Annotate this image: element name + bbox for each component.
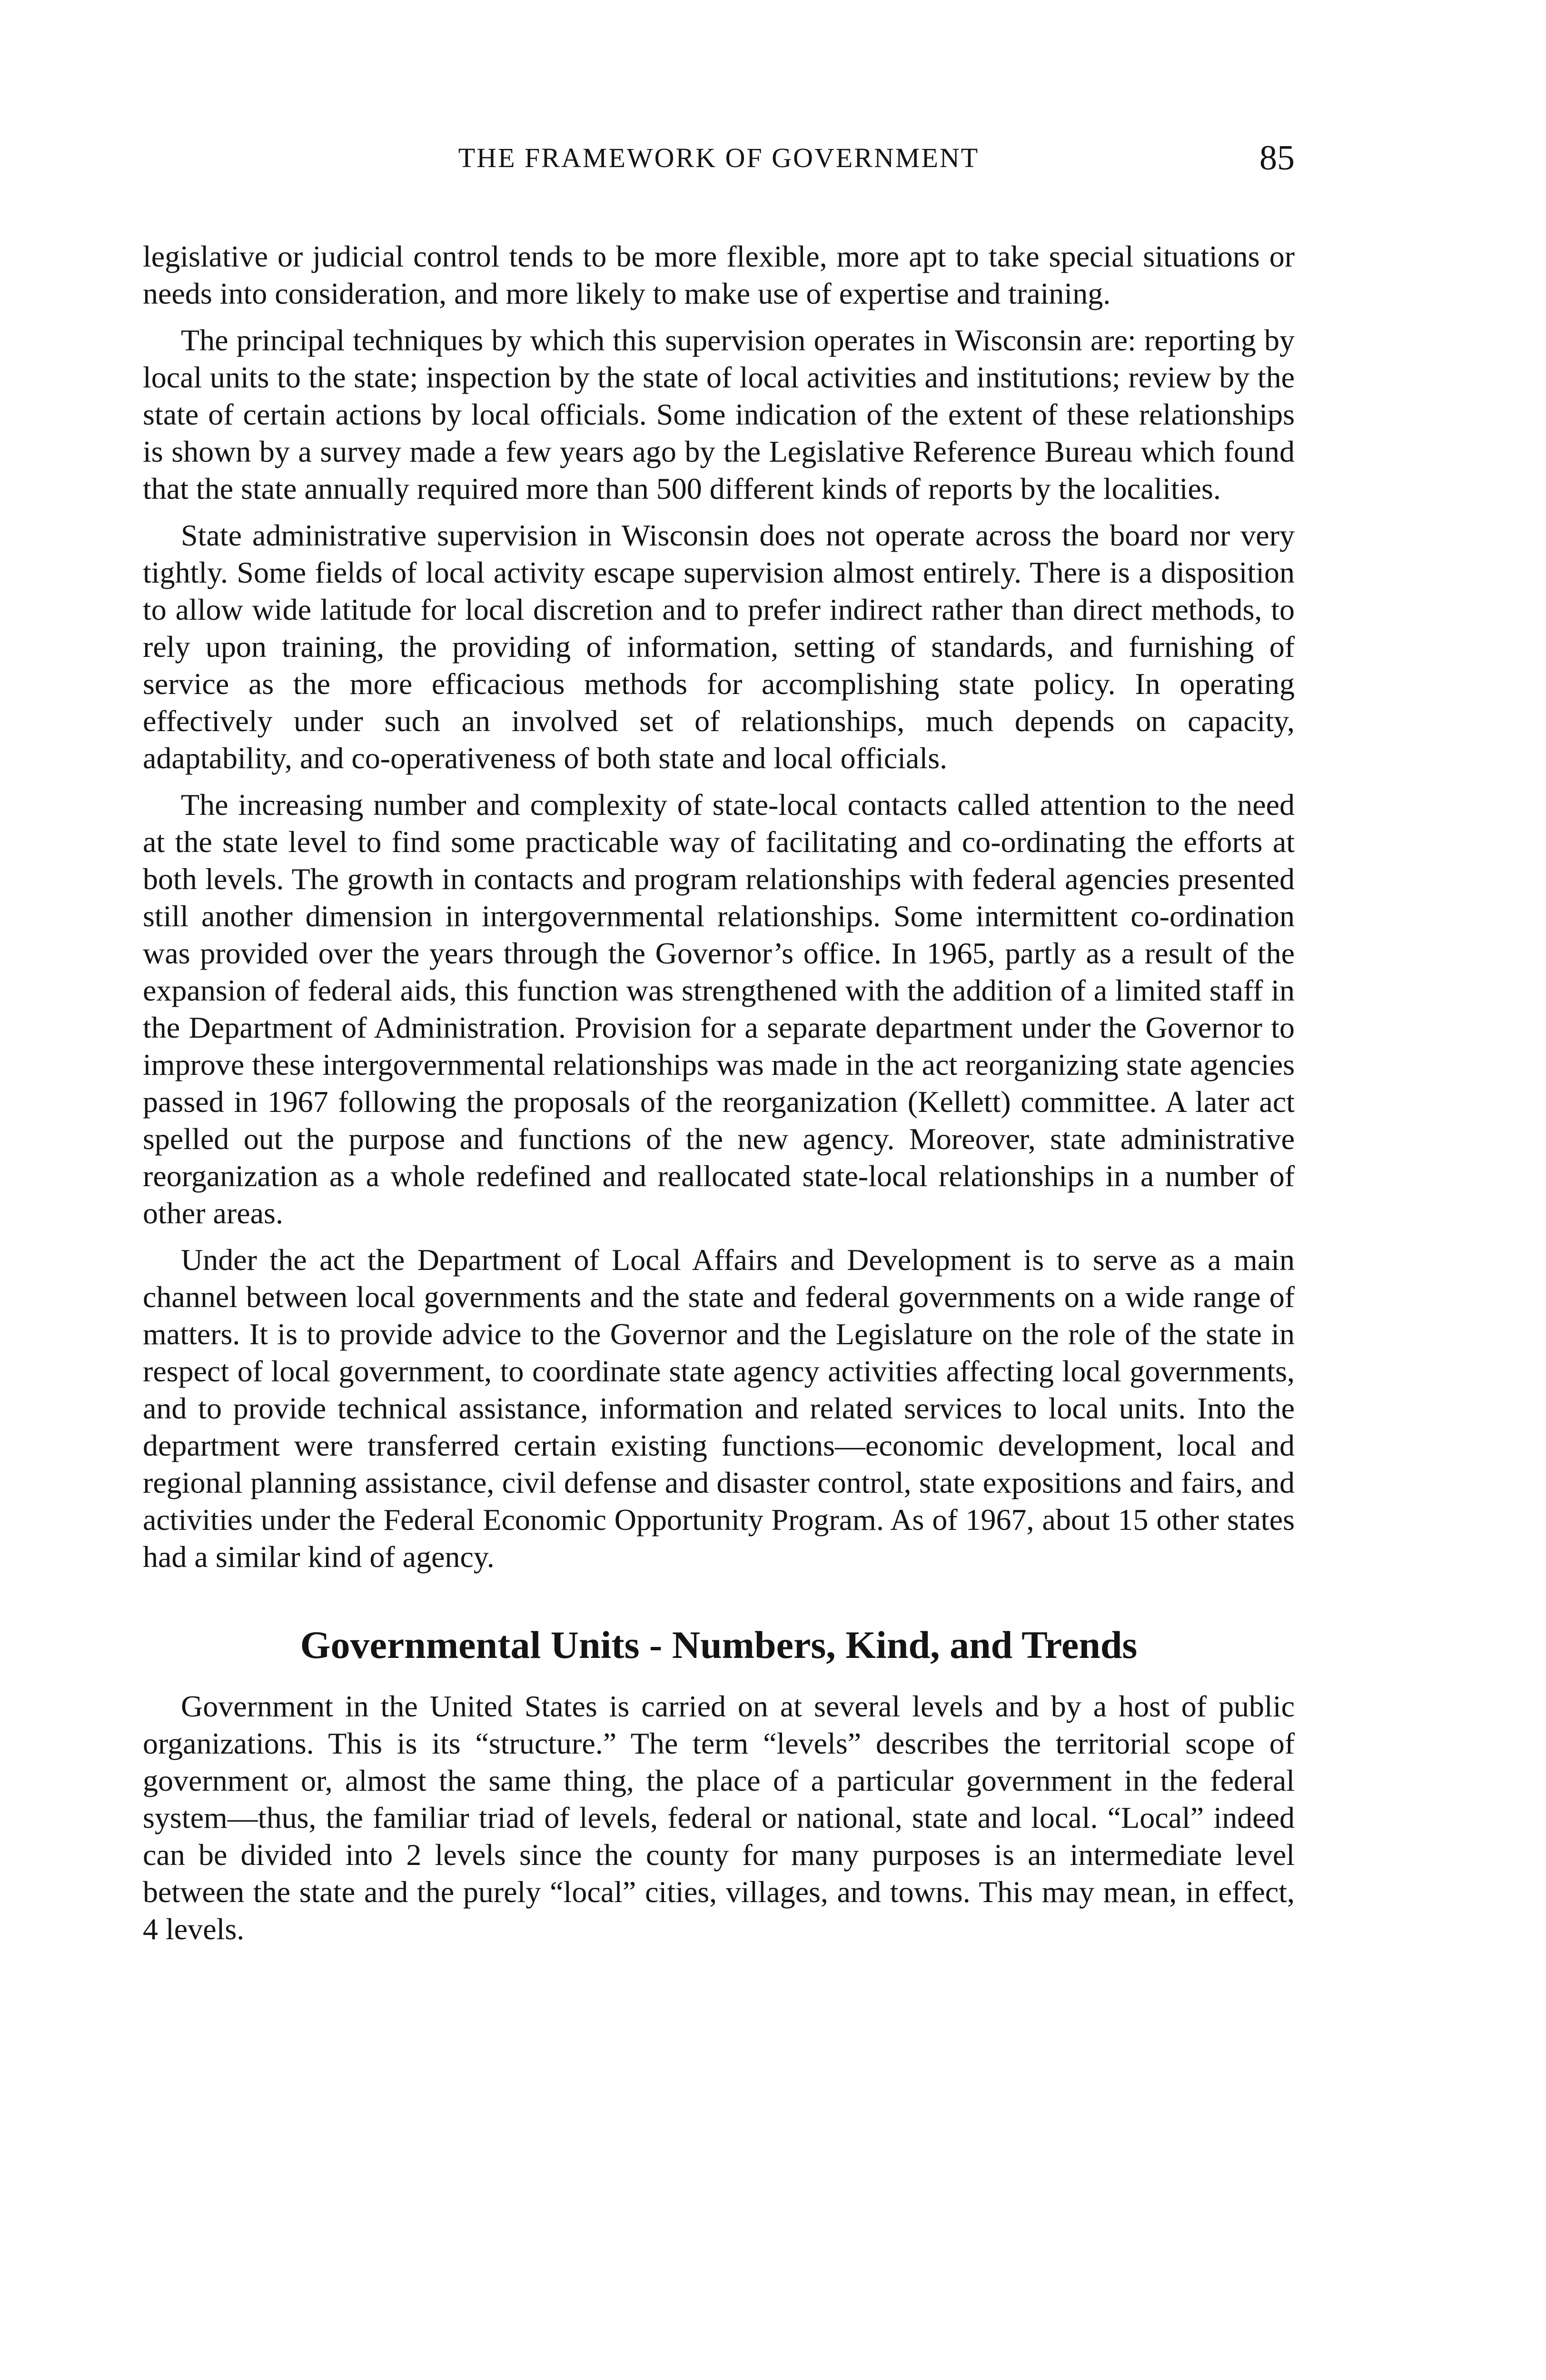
paragraph-state-local-contacts: The increasing number and complexity of state-local contacts called attention to the need at the state level to find some practicable way of facilitating and co-ordinating the efforts at both levels. The growth in contacts and program relationships with federal agencies presented still another dimension in intergovernmental relationships. Some intermittent co-ordination was provided over the years through the Governor’s office. In 1965, partly as a result of the expansion of federal aids, this function was strengthened with the addition of a limited staff in the Department of Administration. Provision for a separate department under the Governor to improve these intergovernmental relationships was made in the act reorganizing state agencies passed in 1967 following the proposals of the reorganization (Kellett) committee. A later act spelled out the purpose and functions of the new agency. Moreover, state administrative reorganization as a whole redefined and reallocated state-local relationships in a number of other areas. bbox=[143, 788, 1295, 1230]
running-header bbox=[143, 138, 1295, 181]
paragraph-government-structure: Government in the United States is carried on at several levels and by a host of public organizations. This is its “structure.” The term “levels” describes the territorial scope of government or, almost the same thing, the place of a particular government in the federal system—thus, the familiar triad of levels, federal or national, state and local. “Local” indeed can be divided into 2 levels since the county for many purposes is an intermediate level between the state and the purely “local” cities, villages, and towns. This may mean, in effect, 4 levels. bbox=[143, 1689, 1295, 1946]
paragraph-administrative-supervision: State administrative supervision in Wisconsin does not operate across the board nor very tightly. Some fields of local activity escape supervision almost entirely. There is a disposition to allow wide latitude for local discretion and to prefer indirect rather than direct methods, to rely upon training, the providing of information, setting of standards, and furnishing of service as the more efficacious methods for accomplishing state policy. In operating effectively under such an involved set of relationships, much depends on capacity, adaptability, and co-operativeness of both state and local officials. bbox=[143, 518, 1295, 775]
paragraph-continued: legislative or judicial control tends to be more flexible, more apt to take special situations or needs into consideration, and more likely to make use of expertise and training. bbox=[143, 239, 1295, 310]
section-heading: Governmental Units - Numbers, Kind, and Trends bbox=[300, 1623, 1138, 1666]
body-text bbox=[143, 238, 1295, 1957]
running-title: THE FRAMEWORK OF GOVERNMENT bbox=[458, 142, 980, 173]
paragraph-supervision-techniques: The principal techniques by which this supervision operates in Wisconsin are: reporting by local units to the state; inspection by the state of local activities and institutions; review by the state of certain actions by local officials. Some indication of the extent of these relationships is shown by a survey made a few years ago by the Legislative Reference Bureau which found that the state annually required more than 500 different kinds of reports by the localities. bbox=[143, 323, 1295, 506]
page-number: 85 bbox=[1259, 139, 1295, 178]
paragraph-department-local-affairs: Under the act the Department of Local Affairs and Development is to serve as a main channel between local governments and the state and federal governments on a wide range of matters. It is to provide advice to the Governor and the Legislature on the role of the state in respect of local government, to coordinate state agency activities affecting local governments, and to provide technical assistance, information and related services to local units. Into the department were transferred certain existing functions—economic development, local and regional planning assistance, civil defense and disaster control, state expositions and fairs, and activities under the Federal Economic Opportunity Program. As of 1967, about 15 other states had a similar kind of agency. bbox=[143, 1243, 1295, 1574]
